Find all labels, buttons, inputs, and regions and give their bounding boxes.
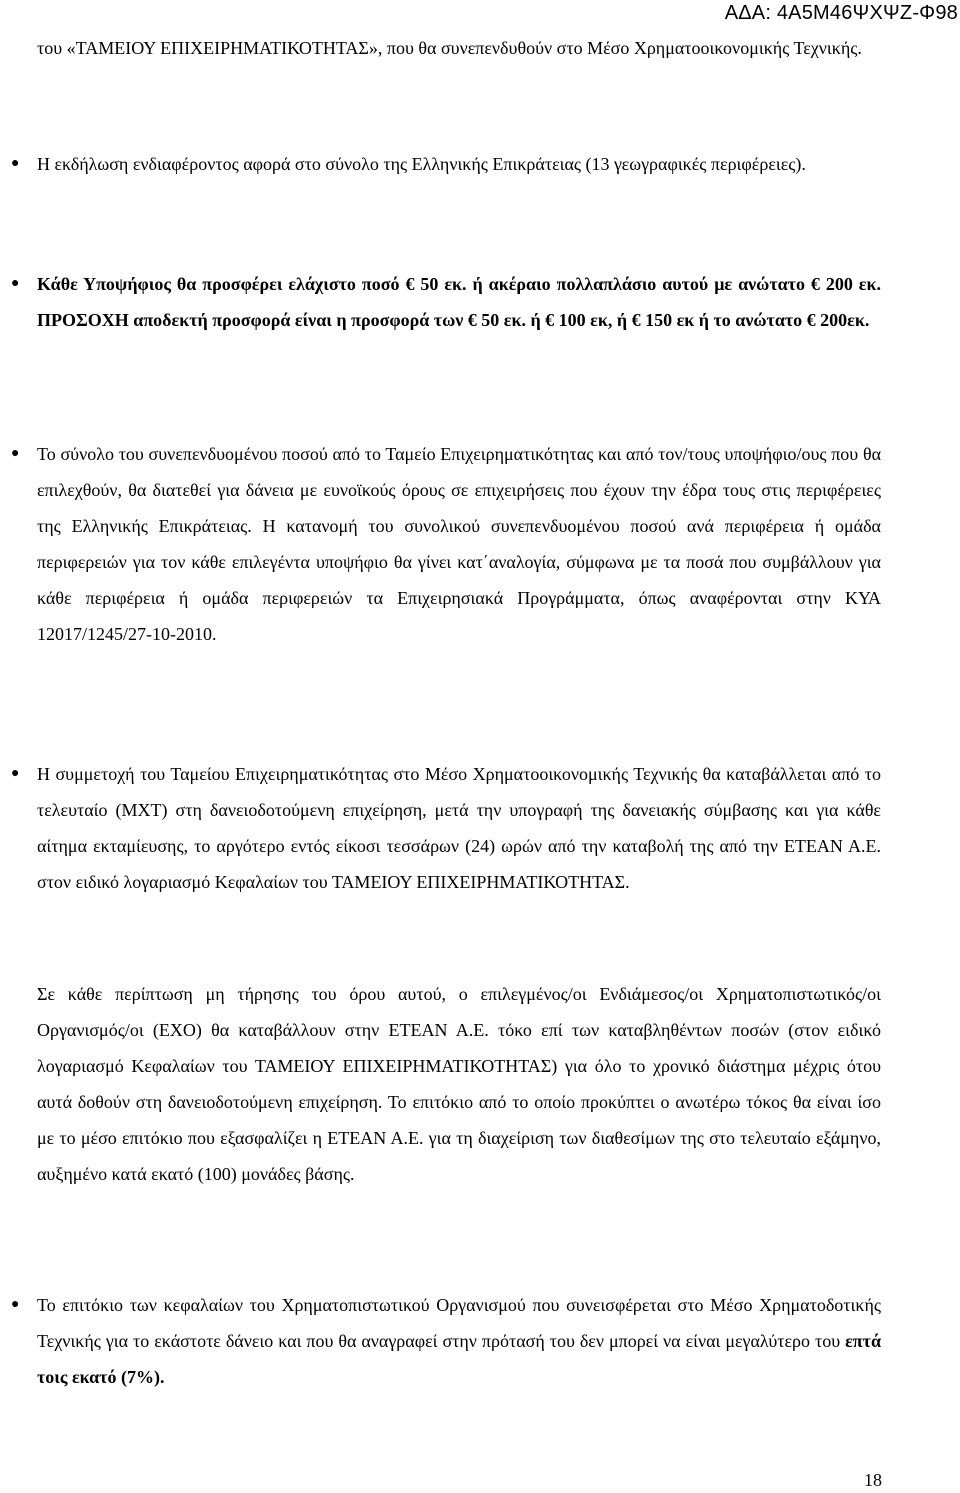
bullet-icon: ● (11, 766, 20, 781)
bullet-text: Το σύνολο του συνεπενδυομένου ποσού από το Ταμείο Επιχειρηματικότητας και από τον/τους υποψήφιο/ους που θα επιλεχθούν, θα διατεθεί για δάνεια με ευνοϊκούς όρους σε επιχειρήσεις που έχουν την έδρα τους στις περιφέρειες της Ελληνικής Επικράτειας. Η κατανομή του συνολικού συνεπενδυομένου ποσού ανά περιφέρεια ή ομάδα περιφερειών για τον κάθε επιλεγέντα υποψήφιο θα γίνει κατ΄αναλογία, σύμφωνα με τα ποσά που συμβάλλουν για κάθε περιφέρεια ή ομάδα περιφερειών τα Επιχειρησιακά Προγράμματα, όπως αναφέρονται στην ΚΥΑ 12017/1245/27-10-2010. (37, 444, 881, 644)
list-item (11, 1287, 881, 1395)
bullet-text: Το επιτόκιο των κεφαλαίων του Χρηματοπιστωτικού Οργανισμού που συνεισφέρεται στο Μέσο Χρηματοδοτικής Τεχνικής για το εκάστοτε δάνειο και που θα αναγραφεί στην πρότασή του δεν μπορεί να είναι μεγαλύτερο του (37, 1295, 881, 1351)
paragraph-penalty: Σε κάθε περίπτωση μη τήρησης του όρου αυτού, ο επιλεγμένος/οι Ενδιάμεσος/οι Χρηματοπιστωτικός/οι Οργανισμός/οι (ΕΧΟ) θα καταβάλλουν στην ΕΤΕΑΝ Α.Ε. τόκο επί των καταβληθέντων ποσών (στον ειδικό λογαριασμό Κεφαλαίων του ΤΑΜΕΙΟΥ ΕΠΙΧΕΙΡΗΜΑΤΙΚΟΤΗΤΑΣ) για όλο το χρονικό διάστημα μέχρις ότου αυτά δοθούν στη δανειοδοτούμενη επιχείρηση. Το επιτόκιο από το οποίο προκύπτει ο ανωτέρω τόκος θα είναι ίσο με το μέσο επιτόκιο που εξασφαλίζει η ΕΤΕΑΝ Α.Ε. για τη διαχείριση των διαθεσίμων της στο τελευταίο εξάμηνο, αυξημένο κατά εκατό (100) μονάδες βάσης. (37, 984, 881, 1184)
bullet-text-bold: Κάθε Υποψήφιος θα προσφέρει ελάχιστο ποσό € 50 εκ. ή ακέραιο πολλαπλάσιο αυτού με ανώτατο € 200 εκ. ΠΡΟΣΟΧΗ αποδεκτή προσφορά είναι η προσφορά των € 50 εκ. ή € 100 εκ, ή € 150 εκ ή το ανώτατο € 200εκ. (37, 274, 881, 330)
bullet-text: Η εκδήλωση ενδιαφέροντος αφορά στο σύνολο της Ελληνικής Επικράτειας (13 γεωγραφικές περιφέρειες). (37, 154, 806, 174)
bullet-icon: ● (11, 156, 20, 171)
list-item (11, 436, 881, 652)
bullet-text-bold: επτά τοις εκατό (7%). (37, 1331, 881, 1387)
bullet-icon: ● (11, 1297, 20, 1312)
page-number: 18 (864, 1470, 882, 1490)
list-item (11, 146, 881, 182)
paragraph-intro: του «ΤΑΜΕΙΟΥ ΕΠΙΧΕΙΡΗΜΑΤΙΚΟΤΗΤΑΣ», που θα συνεπενδυθούν στο Μέσο Χρηματοοικονομικής Τεχνικής. (37, 38, 862, 58)
list-item (11, 266, 881, 338)
bullet-text: Η συμμετοχή του Ταμείου Επιχειρηματικότητας στο Μέσο Χρηματοοικονομικής Τεχνικής θα καταβάλλεται από το τελευταίο (ΜΧΤ) στη δανειοδοτούμενη επιχείρηση, μετά την υπογραφή της δανειακής σύμβασης και για κάθε αίτημα εκταμίευσης, το αργότερο εντός είκοσι τεσσάρων (24) ωρών από την καταβολή της από την ΕΤΕΑΝ Α.Ε. στον ειδικό λογαριασμό Κεφαλαίων του ΤΑΜΕΙΟΥ ΕΠΙΧΕΙΡΗΜΑΤΙΚΟΤΗΤΑΣ. (37, 764, 881, 892)
list-item (11, 756, 881, 900)
ada-code-header: ΑΔΑ: 4Α5Μ46ΨΧΨΖ-Φ98 (724, 2, 958, 24)
bullet-icon: ● (11, 446, 20, 461)
bullet-icon: ● (11, 276, 20, 291)
